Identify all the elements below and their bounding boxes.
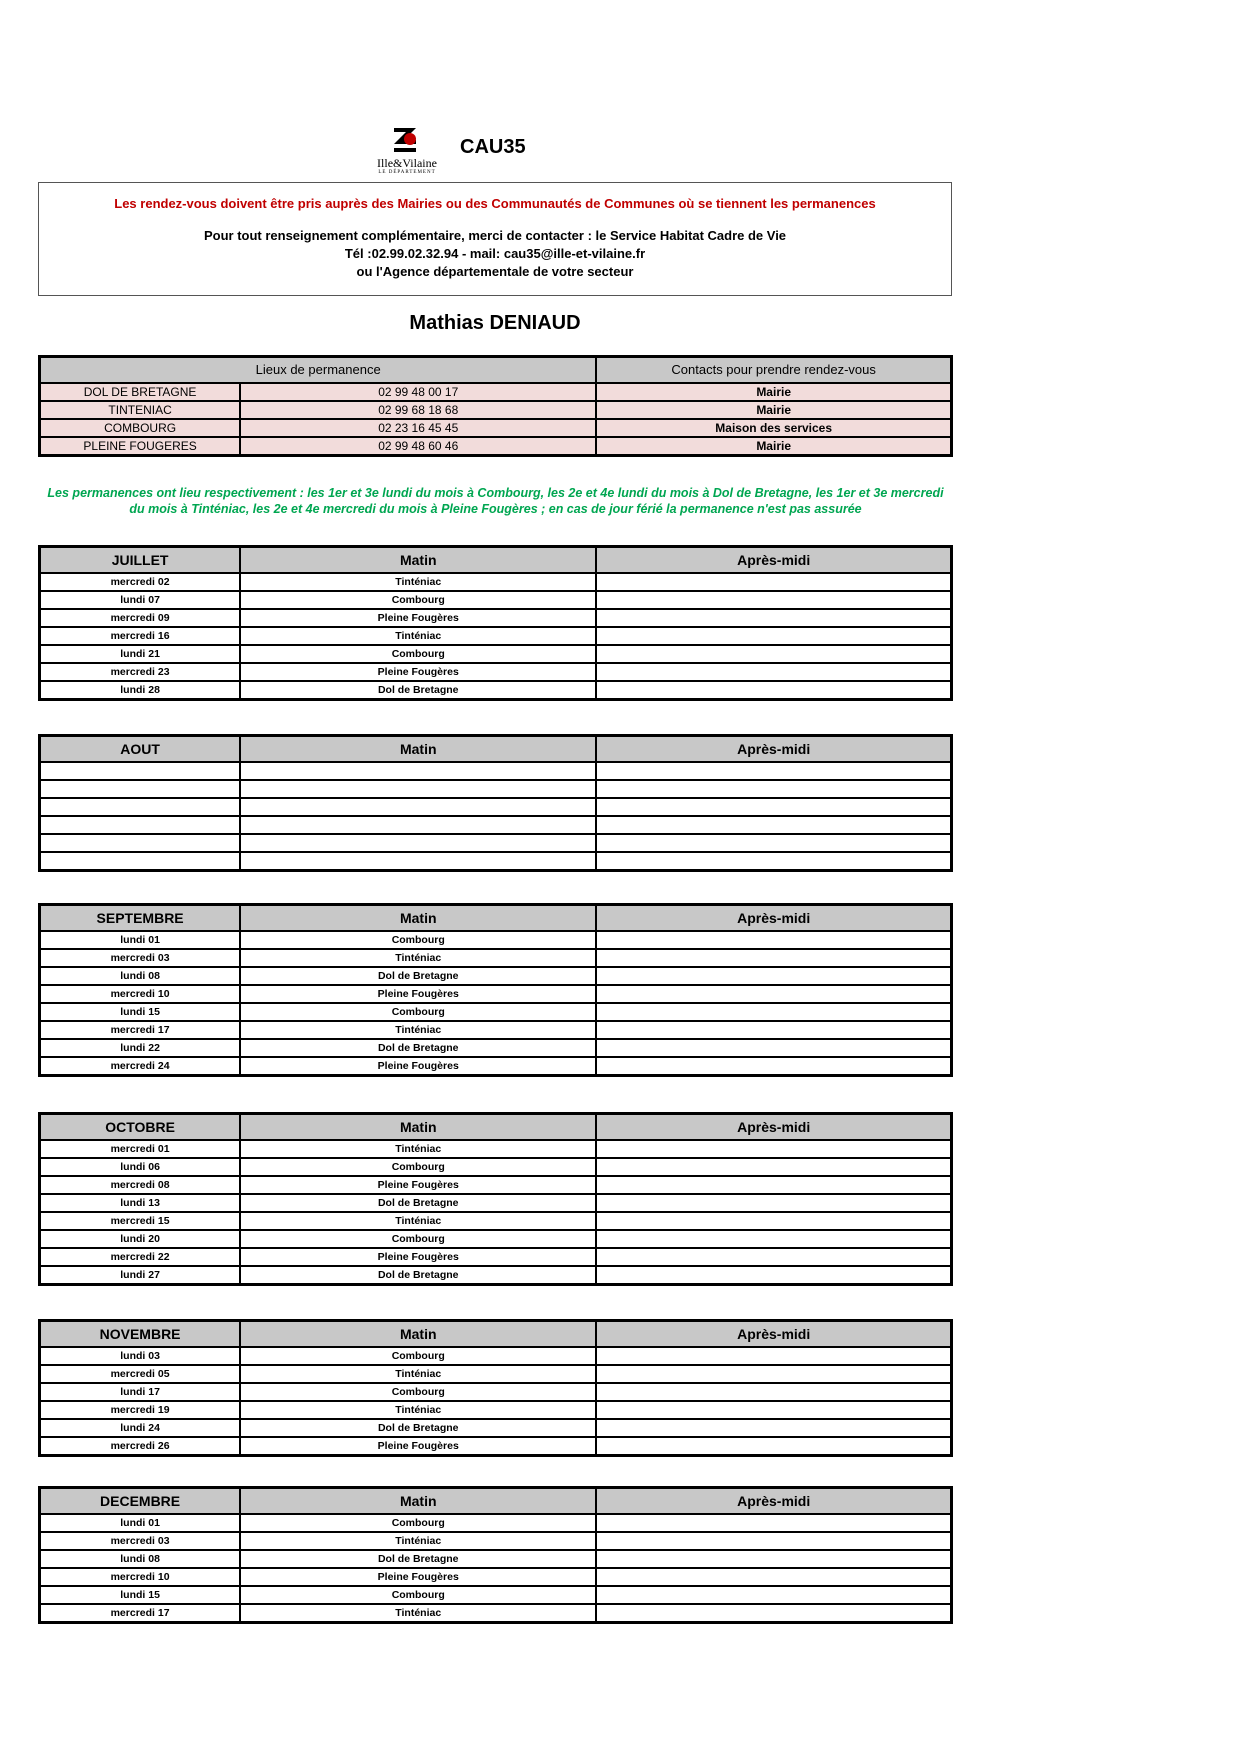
matin-cell: Tinténiac	[240, 1212, 596, 1230]
day-cell: mercredi 03	[40, 949, 241, 967]
location-phone: 02 23 16 45 45	[240, 419, 596, 437]
month-name: JUILLET	[40, 547, 241, 574]
apres-midi-cell	[596, 1158, 951, 1176]
table-row	[40, 931, 952, 949]
apres-midi-cell	[596, 1057, 951, 1076]
day-cell: mercredi 22	[40, 1248, 241, 1266]
table-row	[40, 1365, 952, 1383]
table-row	[40, 1604, 952, 1623]
month-header-row	[40, 1114, 952, 1141]
day-cell: lundi 01	[40, 931, 241, 949]
day-cell: lundi 13	[40, 1194, 241, 1212]
day-cell: lundi 01	[40, 1514, 241, 1532]
table-row	[40, 798, 952, 816]
apres-midi-cell	[596, 1176, 951, 1194]
day-cell: lundi 21	[40, 645, 241, 663]
locations-table	[38, 355, 953, 457]
logo-subtitle: LE DÉPARTEMENT	[378, 170, 436, 175]
info-box	[38, 182, 952, 296]
apres-midi-cell	[596, 1194, 951, 1212]
apres-midi-cell	[596, 1383, 951, 1401]
apres-midi-cell	[596, 1401, 951, 1419]
matin-cell: Pleine Fougères	[240, 609, 596, 627]
table-row	[40, 573, 952, 591]
page-title: CAU35	[460, 136, 526, 158]
table-header-row	[40, 357, 952, 384]
month-name: AOUT	[40, 736, 241, 763]
matin-cell: Combourg	[240, 1586, 596, 1604]
table-row	[40, 1021, 952, 1039]
table-row	[40, 419, 952, 437]
month-table-juillet	[38, 545, 953, 701]
apres-midi-cell	[596, 1604, 951, 1623]
apres-midi-cell	[596, 1437, 951, 1456]
table-row	[40, 1550, 952, 1568]
month-name: SEPTEMBRE	[40, 905, 241, 932]
matin-cell: Tinténiac	[240, 573, 596, 591]
contact-agency: ou l'Agence départementale de votre secteur	[356, 264, 634, 279]
schedule-note-line: Les permanences ont lieu respectivement : les 1er et 3e lundi du mois à Combourg, les 2e et 4e lundi du mois à Dol de Bretagne, les 1er et 3e mercredi	[47, 486, 944, 500]
apres-midi-cell	[596, 1003, 951, 1021]
contact-line: Pour tout renseignement complémentaire, merci de contacter : le Service Habitat Cadre de Vie	[203, 228, 787, 243]
table-row	[40, 1140, 952, 1158]
table-row	[40, 1586, 952, 1604]
matin-cell: Combourg	[240, 645, 596, 663]
apres-midi-cell	[596, 1568, 951, 1586]
apres-midi-cell	[596, 1419, 951, 1437]
day-cell: lundi 28	[40, 681, 241, 700]
matin-cell: Tinténiac	[240, 1532, 596, 1550]
matin-cell: Pleine Fougères	[240, 1568, 596, 1586]
day-cell: lundi 03	[40, 1347, 241, 1365]
department-logo	[372, 126, 442, 182]
month-table-aout	[38, 734, 953, 872]
header-matin: Matin	[240, 1321, 596, 1348]
contact-phone-mail: Tél :02.99.02.32.94 - mail: cau35@ille-et-vilaine.fr	[344, 246, 646, 261]
apres-midi-cell	[596, 627, 951, 645]
table-row	[40, 1401, 952, 1419]
location-name: PLEINE FOUGERES	[40, 437, 241, 456]
day-cell: mercredi 05	[40, 1365, 241, 1383]
day-cell: lundi 17	[40, 1383, 241, 1401]
matin-cell: Tinténiac	[240, 1021, 596, 1039]
apres-midi-cell	[596, 1365, 951, 1383]
location-phone: 02 99 48 60 46	[240, 437, 596, 456]
apres-midi-cell	[596, 1140, 951, 1158]
month-header-row	[40, 736, 952, 763]
month-table-novembre	[38, 1319, 953, 1457]
day-cell: mercredi 17	[40, 1604, 241, 1623]
day-cell: lundi 08	[40, 967, 241, 985]
table-row	[40, 1057, 952, 1076]
day-cell: lundi 15	[40, 1586, 241, 1604]
apres-midi-cell	[596, 1212, 951, 1230]
matin-cell: Combourg	[240, 591, 596, 609]
header-matin: Matin	[240, 1114, 596, 1141]
day-cell: mercredi 08	[40, 1176, 241, 1194]
apres-midi-cell	[596, 1230, 951, 1248]
apres-midi-cell	[596, 1586, 951, 1604]
month-name: OCTOBRE	[40, 1114, 241, 1141]
day-cell: mercredi 01	[40, 1140, 241, 1158]
month-name: DECEMBRE	[40, 1488, 241, 1515]
matin-cell	[240, 852, 596, 871]
matin-cell: Combourg	[240, 1514, 596, 1532]
table-row	[40, 1003, 952, 1021]
apres-midi-cell	[596, 967, 951, 985]
header-apres-midi: Après-midi	[596, 1321, 951, 1348]
table-row	[40, 967, 952, 985]
schedule-note-line: du mois à Tinténiac, les 2e et 4e mercredi du mois à Pleine Fougères ; en cas de jour férié la permanence n'est pas assurée	[129, 502, 862, 516]
header-apres-midi: Après-midi	[596, 547, 951, 574]
day-cell: mercredi 17	[40, 1021, 241, 1039]
day-cell: mercredi 23	[40, 663, 241, 681]
table-row	[40, 1176, 952, 1194]
apres-midi-cell	[596, 816, 951, 834]
table-row	[40, 1437, 952, 1456]
apres-midi-cell	[596, 834, 951, 852]
matin-cell: Tinténiac	[240, 1140, 596, 1158]
table-row	[40, 852, 952, 871]
apres-midi-cell	[596, 609, 951, 627]
matin-cell: Combourg	[240, 1158, 596, 1176]
table-row	[40, 1568, 952, 1586]
table-row	[40, 816, 952, 834]
logo-name: Ille&Vilaine	[377, 156, 437, 170]
matin-cell: Combourg	[240, 1230, 596, 1248]
matin-cell: Tinténiac	[240, 1401, 596, 1419]
table-row	[40, 437, 952, 456]
matin-cell: Dol de Bretagne	[240, 1419, 596, 1437]
table-row	[40, 1212, 952, 1230]
matin-cell: Pleine Fougères	[240, 1176, 596, 1194]
location-phone: 02 99 48 00 17	[240, 383, 596, 401]
table-row	[40, 663, 952, 681]
apres-midi-cell	[596, 1039, 951, 1057]
table-row	[40, 383, 952, 401]
day-cell	[40, 780, 241, 798]
location-contact: Mairie	[596, 401, 951, 419]
appointment-notice: Les rendez-vous doivent être pris auprès des Mairies ou des Communautés de Communes où se tiennent les permanences	[114, 196, 876, 211]
table-row	[40, 780, 952, 798]
apres-midi-cell	[596, 645, 951, 663]
header-matin: Matin	[240, 1488, 596, 1515]
location-phone: 02 99 68 18 68	[240, 401, 596, 419]
day-cell: lundi 08	[40, 1550, 241, 1568]
table-row	[40, 591, 952, 609]
matin-cell	[240, 834, 596, 852]
matin-cell	[240, 780, 596, 798]
matin-cell	[240, 798, 596, 816]
apres-midi-cell	[596, 798, 951, 816]
table-row	[40, 1158, 952, 1176]
day-cell	[40, 852, 241, 871]
matin-cell	[240, 762, 596, 780]
location-contact: Mairie	[596, 437, 951, 456]
day-cell	[40, 816, 241, 834]
month-header-row	[40, 905, 952, 932]
schedule-note	[38, 485, 953, 517]
matin-cell: Dol de Bretagne	[240, 1550, 596, 1568]
month-header-row	[40, 1488, 952, 1515]
table-row	[40, 1383, 952, 1401]
apres-midi-cell	[596, 1266, 951, 1285]
header-matin: Matin	[240, 905, 596, 932]
table-row	[40, 1039, 952, 1057]
matin-cell: Dol de Bretagne	[240, 1039, 596, 1057]
matin-cell: Tinténiac	[240, 949, 596, 967]
apres-midi-cell	[596, 1347, 951, 1365]
table-row	[40, 681, 952, 700]
location-name: TINTENIAC	[40, 401, 241, 419]
matin-cell: Dol de Bretagne	[240, 681, 596, 700]
day-cell: mercredi 02	[40, 573, 241, 591]
table-row	[40, 609, 952, 627]
month-table-octobre	[38, 1112, 953, 1286]
month-table-decembre	[38, 1486, 953, 1624]
apres-midi-cell	[596, 931, 951, 949]
apres-midi-cell	[596, 985, 951, 1003]
day-cell	[40, 762, 241, 780]
day-cell: lundi 06	[40, 1158, 241, 1176]
table-row	[40, 1248, 952, 1266]
header-apres-midi: Après-midi	[596, 905, 951, 932]
month-table-septembre	[38, 903, 953, 1077]
day-cell: mercredi 24	[40, 1057, 241, 1076]
matin-cell: Pleine Fougères	[240, 985, 596, 1003]
location-name: COMBOURG	[40, 419, 241, 437]
day-cell: mercredi 10	[40, 985, 241, 1003]
month-name: NOVEMBRE	[40, 1321, 241, 1348]
day-cell: lundi 15	[40, 1003, 241, 1021]
apres-midi-cell	[596, 780, 951, 798]
table-row	[40, 1194, 952, 1212]
apres-midi-cell	[596, 1021, 951, 1039]
apres-midi-cell	[596, 762, 951, 780]
day-cell: lundi 22	[40, 1039, 241, 1057]
header-apres-midi: Après-midi	[596, 736, 951, 763]
day-cell: mercredi 16	[40, 627, 241, 645]
location-contact: Mairie	[596, 383, 951, 401]
table-row	[40, 834, 952, 852]
day-cell: lundi 24	[40, 1419, 241, 1437]
matin-cell: Combourg	[240, 931, 596, 949]
day-cell: mercredi 19	[40, 1401, 241, 1419]
header-apres-midi: Après-midi	[596, 1114, 951, 1141]
apres-midi-cell	[596, 573, 951, 591]
header-lieux: Lieux de permanence	[40, 357, 597, 384]
matin-cell: Combourg	[240, 1347, 596, 1365]
table-row	[40, 1266, 952, 1285]
table-row	[40, 949, 952, 967]
day-cell: lundi 20	[40, 1230, 241, 1248]
day-cell: mercredi 15	[40, 1212, 241, 1230]
matin-cell: Tinténiac	[240, 1604, 596, 1623]
table-row	[40, 762, 952, 780]
matin-cell: Combourg	[240, 1383, 596, 1401]
ille-et-vilaine-logo-icon	[390, 126, 420, 158]
header-matin: Matin	[240, 547, 596, 574]
table-row	[40, 1230, 952, 1248]
table-row	[40, 1347, 952, 1365]
location-contact: Maison des services	[596, 419, 951, 437]
header-contacts: Contacts pour prendre rendez-vous	[596, 357, 951, 384]
apres-midi-cell	[596, 1514, 951, 1532]
advisor-name: Mathias DENIAUD	[409, 312, 581, 334]
matin-cell: Pleine Fougères	[240, 663, 596, 681]
apres-midi-cell	[596, 852, 951, 871]
matin-cell: Pleine Fougères	[240, 1248, 596, 1266]
table-row	[40, 985, 952, 1003]
apres-midi-cell	[596, 1550, 951, 1568]
day-cell	[40, 798, 241, 816]
matin-cell: Tinténiac	[240, 1365, 596, 1383]
matin-cell: Dol de Bretagne	[240, 1266, 596, 1285]
matin-cell: Tinténiac	[240, 627, 596, 645]
matin-cell: Pleine Fougères	[240, 1437, 596, 1456]
month-header-row	[40, 547, 952, 574]
matin-cell: Combourg	[240, 1003, 596, 1021]
table-row	[40, 1514, 952, 1532]
apres-midi-cell	[596, 949, 951, 967]
matin-cell: Dol de Bretagne	[240, 1194, 596, 1212]
day-cell: mercredi 10	[40, 1568, 241, 1586]
apres-midi-cell	[596, 681, 951, 700]
table-row	[40, 1532, 952, 1550]
day-cell: lundi 07	[40, 591, 241, 609]
header-matin: Matin	[240, 736, 596, 763]
table-row	[40, 645, 952, 663]
apres-midi-cell	[596, 1248, 951, 1266]
day-cell: mercredi 09	[40, 609, 241, 627]
apres-midi-cell	[596, 1532, 951, 1550]
table-row	[40, 1419, 952, 1437]
table-row	[40, 627, 952, 645]
day-cell: mercredi 03	[40, 1532, 241, 1550]
page-header	[0, 126, 1241, 182]
location-name: DOL DE BRETAGNE	[40, 383, 241, 401]
apres-midi-cell	[596, 591, 951, 609]
apres-midi-cell	[596, 663, 951, 681]
day-cell: lundi 27	[40, 1266, 241, 1285]
matin-cell	[240, 816, 596, 834]
table-row	[40, 401, 952, 419]
header-apres-midi: Après-midi	[596, 1488, 951, 1515]
matin-cell: Dol de Bretagne	[240, 967, 596, 985]
day-cell: mercredi 26	[40, 1437, 241, 1456]
day-cell	[40, 834, 241, 852]
month-header-row	[40, 1321, 952, 1348]
matin-cell: Pleine Fougères	[240, 1057, 596, 1076]
